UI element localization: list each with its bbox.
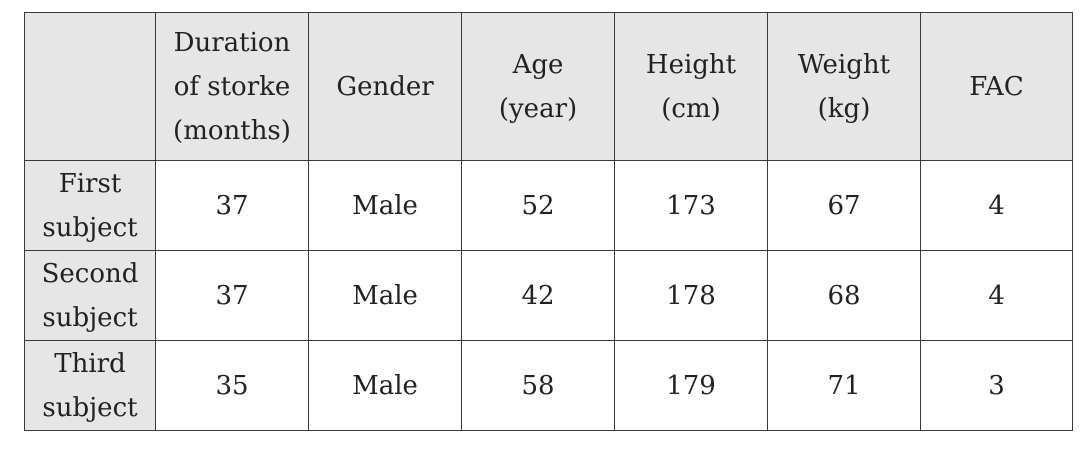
row-label-cell — [25, 251, 156, 341]
cell-height: 173 — [615, 161, 768, 251]
cell-fac: 4 — [921, 251, 1073, 341]
cell-duration: 37 — [156, 161, 309, 251]
header-duration — [156, 13, 309, 161]
row-label: First subject — [42, 168, 138, 243]
cell-gender: Male — [309, 251, 462, 341]
cell-gender: Male — [309, 161, 462, 251]
cell-height: 179 — [615, 341, 768, 431]
header-fac — [921, 13, 1073, 161]
cell-duration: 37 — [156, 251, 309, 341]
header-corner-cell — [25, 13, 156, 161]
table-row — [25, 161, 1073, 251]
subject-characteristics-table — [24, 12, 1073, 431]
row-label: Second subject — [41, 258, 139, 333]
cell-height: 178 — [615, 251, 768, 341]
cell-duration: 35 — [156, 341, 309, 431]
header-gender — [309, 13, 462, 161]
cell-weight: 68 — [768, 251, 921, 341]
cell-gender: Male — [309, 341, 462, 431]
header-weight — [768, 13, 921, 161]
cell-age: 58 — [462, 341, 615, 431]
table-row — [25, 341, 1073, 431]
header-gender-label: Gender — [336, 71, 434, 102]
header-height-label: Height (cm) — [645, 49, 737, 124]
header-age — [462, 13, 615, 161]
cell-weight: 71 — [768, 341, 921, 431]
cell-weight: 67 — [768, 161, 921, 251]
header-row — [25, 13, 1073, 161]
header-age-label: Age (year) — [498, 49, 578, 124]
cell-fac: 4 — [921, 161, 1073, 251]
row-label-cell — [25, 341, 156, 431]
header-fac-label: FAC — [969, 71, 1024, 102]
cell-age: 42 — [462, 251, 615, 341]
row-label-cell — [25, 161, 156, 251]
header-weight-label: Weight (kg) — [797, 49, 891, 124]
cell-age: 52 — [462, 161, 615, 251]
row-label: Third subject — [42, 348, 138, 423]
header-height — [615, 13, 768, 161]
header-duration-label: Duration of storke (months) — [173, 27, 291, 146]
cell-fac: 3 — [921, 341, 1073, 431]
table-row — [25, 251, 1073, 341]
